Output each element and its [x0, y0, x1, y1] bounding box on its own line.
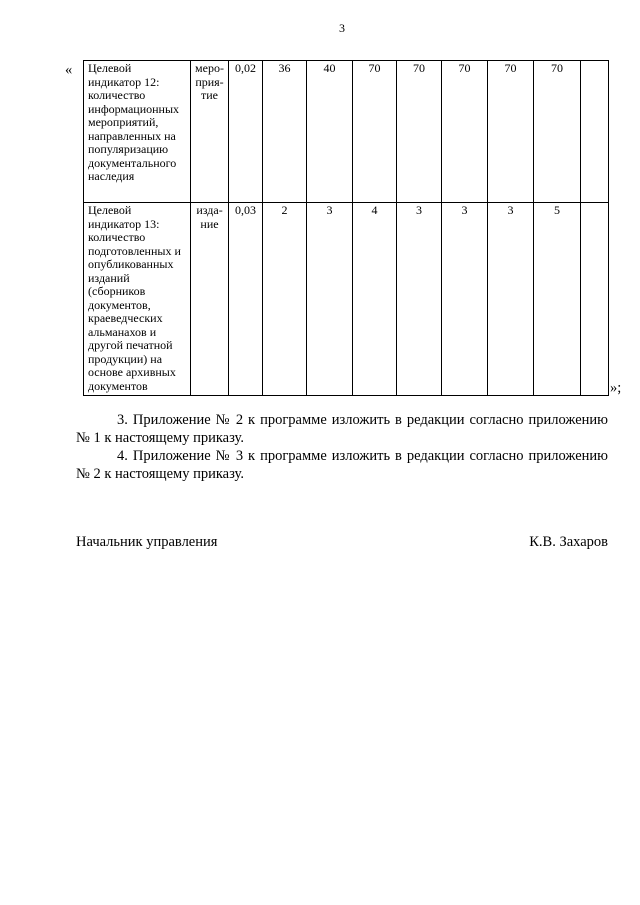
- page-number: 3: [339, 21, 345, 35]
- value-cell: 36: [263, 61, 307, 203]
- value-cell: 0,03: [229, 203, 263, 396]
- value-cell: 70: [488, 61, 534, 203]
- value-cell: 4: [353, 203, 397, 396]
- empty-cell: [581, 203, 609, 396]
- value-cell: 40: [307, 61, 353, 203]
- unit-cell: меро- прия- тие: [191, 61, 229, 203]
- signature-name: К.В. Захаров: [529, 534, 608, 550]
- table-row: [84, 61, 609, 203]
- value-cell: 5: [534, 203, 581, 396]
- value-cell: 70: [397, 61, 442, 203]
- value-cell: 0,02: [229, 61, 263, 203]
- value-cell: 3: [307, 203, 353, 396]
- indicator-name-cell: Целевой индикатор 12: количество информационных мероприятий, направленных на популяризацию документального наследия: [84, 61, 191, 203]
- indicators-table: [83, 60, 609, 396]
- value-cell: 3: [488, 203, 534, 396]
- unit-cell: изда- ние: [191, 203, 229, 396]
- opening-quote: «: [65, 62, 73, 78]
- value-cell: 70: [353, 61, 397, 203]
- closing-quote: »;: [610, 380, 622, 396]
- value-cell: 70: [534, 61, 581, 203]
- body-paragraphs: [76, 411, 608, 483]
- paragraph-item-4: [76, 447, 608, 483]
- value-cell: 70: [442, 61, 488, 203]
- paragraph-line: 3. Приложение № 2 к программе изложить в редакции согласно приложению: [117, 412, 608, 428]
- empty-cell: [581, 61, 609, 203]
- paragraph-line: № 1 к настоящему приказу.: [76, 430, 244, 446]
- indicator-name-cell: Целевой индикатор 13: количество подготовленных и опубликованных изданий (сборников документов, краеведческих альманахов и другой печатной продукции) на основе архивных документов: [84, 203, 191, 396]
- table-row: [84, 203, 609, 396]
- paragraph-line: № 2 к настоящему приказу.: [76, 466, 244, 482]
- paragraph-line: 4. Приложение № 3 к программе изложить в редакции согласно приложению: [117, 448, 608, 464]
- value-cell: 3: [442, 203, 488, 396]
- value-cell: 3: [397, 203, 442, 396]
- paragraph-item-3: [76, 411, 608, 447]
- value-cell: 2: [263, 203, 307, 396]
- signature-position: Начальник управления: [76, 534, 218, 550]
